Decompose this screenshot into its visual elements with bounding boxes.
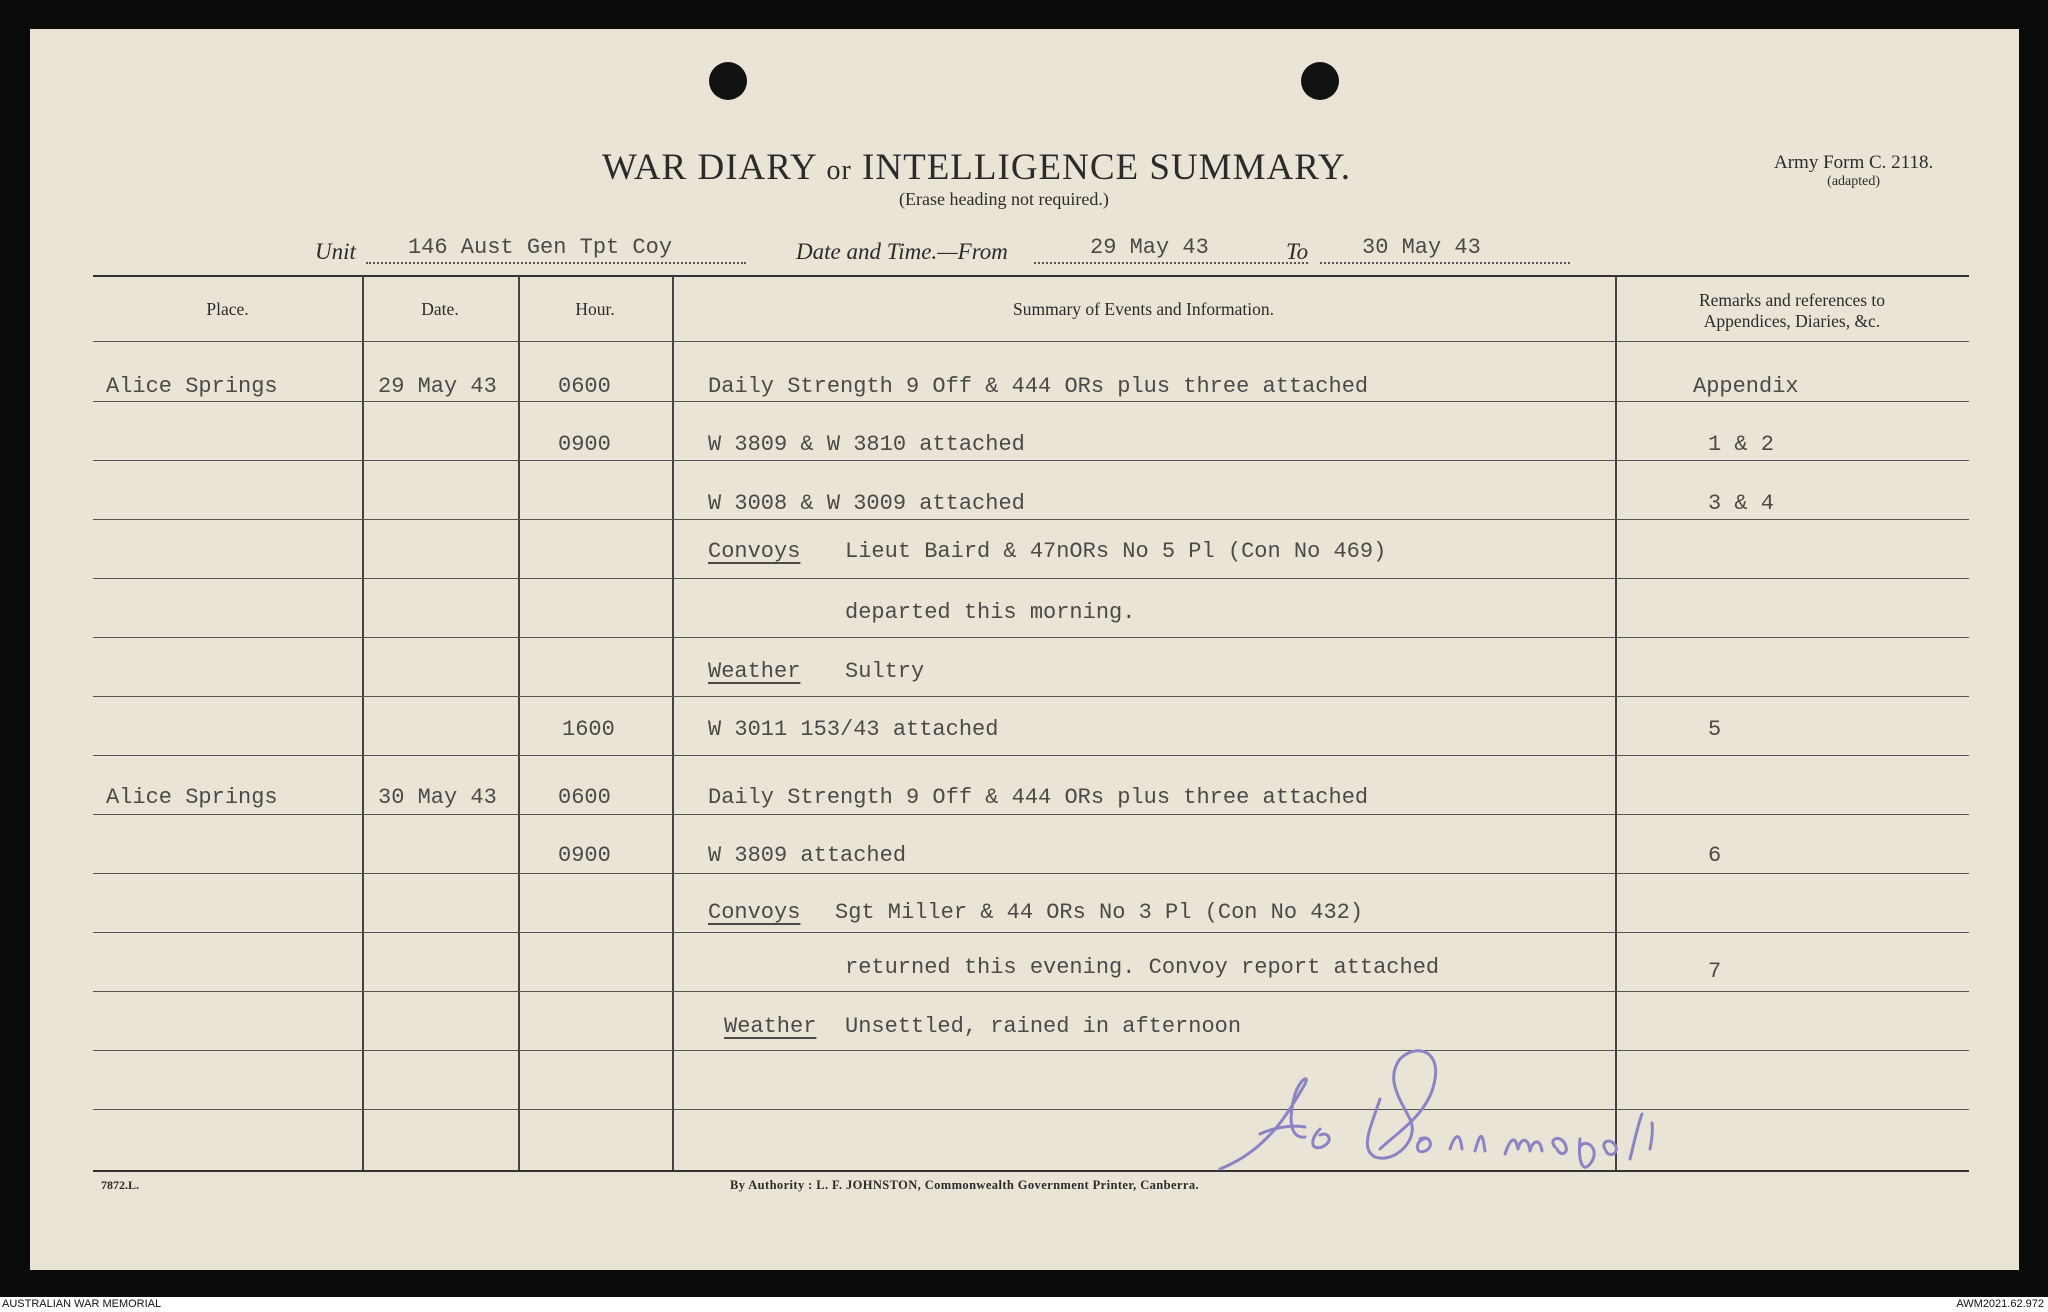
remarks-cell: 7 (1708, 959, 1722, 984)
column-header-date: Date. (421, 299, 459, 319)
form-number: 7872.L. (101, 1178, 140, 1192)
row-rule (93, 814, 1969, 815)
date-from-label: Date and Time.—From (796, 239, 1008, 264)
hour-cell: 1600 (562, 717, 615, 742)
summary-cell: W 3809 & W 3810 attached (708, 432, 1025, 457)
date-to-label: To (1286, 239, 1309, 264)
date-cell: 30 May 43 (378, 785, 497, 810)
hour-cell: 0600 (558, 374, 611, 399)
summary-cell: Unsettled, rained in afternoon (845, 1014, 1242, 1039)
row-rule (93, 401, 1969, 402)
page-subtitle: (Erase heading not required.) (899, 189, 1109, 209)
unit-dotted-line (366, 262, 746, 264)
archive-reference: AWM2021.62.972 (1956, 1298, 2044, 1310)
summary-cell: W 3008 & W 3009 attached (708, 491, 1025, 516)
column-header-summary: Summary of Events and Information. (1013, 299, 1274, 319)
diary-page (30, 29, 2019, 1270)
row-rule (93, 519, 1969, 520)
row-rule (93, 873, 1969, 874)
summary-heading: Weather (708, 659, 801, 684)
row-rule (93, 991, 1969, 992)
row-rule (93, 755, 1969, 756)
date-to-dotted-line (1320, 262, 1570, 264)
summary-heading: Weather (724, 1014, 817, 1039)
hour-cell: 0900 (558, 843, 611, 868)
row-rule (93, 637, 1969, 638)
remarks-cell: 6 (1708, 843, 1722, 868)
row-rule (93, 341, 1969, 342)
hour-cell: 0900 (558, 432, 611, 457)
date-to-value: 30 May 43 (1362, 235, 1481, 260)
summary-cell: Daily Strength 9 Off & 444 ORs plus three attached (708, 785, 1369, 810)
column-header-remarks: Remarks and references to Appendices, Diaries, &c. (1698, 290, 1886, 331)
army-form-label: Army Form C. 2118. (adapted) (1774, 152, 1934, 189)
summary-cell: Sgt Miller & 44 ORs No 3 Pl (Con No 432) (835, 900, 1364, 925)
date-from-value: 29 May 43 (1090, 235, 1209, 260)
summary-cell: Lieut Baird & 47nORs No 5 Pl (Con No 469) (845, 539, 1387, 564)
remarks-cell: 3 & 4 (1708, 491, 1775, 516)
summary-heading: Convoys (708, 900, 801, 925)
date-from-dotted-line (1034, 262, 1308, 264)
signature-text (1310, 1149, 1311, 1150)
date-cell: 29 May 43 (378, 374, 497, 399)
row-rule (93, 696, 1969, 697)
column-divider (672, 276, 674, 1170)
unit-label: Unit (315, 239, 356, 264)
summary-cell: Sultry (845, 659, 925, 684)
hour-cell: 0600 (558, 785, 611, 810)
row-rule (93, 578, 1969, 579)
unit-value: 146 Aust Gen Tpt Coy (408, 235, 673, 260)
place-cell: Alice Springs (106, 374, 278, 399)
column-divider (518, 276, 520, 1170)
summary-cell: W 3011 153/43 attached (708, 717, 999, 742)
row-rule (93, 932, 1969, 933)
remarks-cell: Appendix (1693, 374, 1799, 399)
summary-cell: departed this morning. (845, 600, 1136, 625)
remarks-cell: 5 (1708, 717, 1722, 742)
place-cell: Alice Springs (106, 785, 278, 810)
archive-name: AUSTRALIAN WAR MEMORIAL (2, 1298, 162, 1310)
summary-cell: W 3809 attached (708, 843, 907, 868)
column-divider (362, 276, 364, 1170)
row-rule (93, 460, 1969, 461)
table-top-rule (93, 275, 1969, 277)
archive-strip (0, 1297, 2048, 1312)
column-header-hour: Hour. (575, 299, 615, 319)
summary-cell: Daily Strength 9 Off & 444 ORs plus three attached (708, 374, 1369, 399)
punch-hole-right (1301, 62, 1339, 100)
remarks-cell: 1 & 2 (1708, 432, 1775, 457)
printer-authority: By Authority : L. F. JOHNSTON, Commonwealth Government Printer, Canberra. (730, 1178, 1200, 1192)
column-header-place: Place. (206, 299, 249, 319)
summary-heading: Convoys (708, 539, 801, 564)
summary-cell: returned this evening. Convoy report attached (845, 955, 1440, 980)
page-title: WAR DIARY or INTELLIGENCE SUMMARY. (602, 147, 1352, 188)
signature-mark (1210, 1039, 1710, 1179)
army-form-note: (adapted) (1827, 174, 1881, 189)
punch-hole-left (709, 62, 747, 100)
column-divider (1615, 276, 1617, 1170)
